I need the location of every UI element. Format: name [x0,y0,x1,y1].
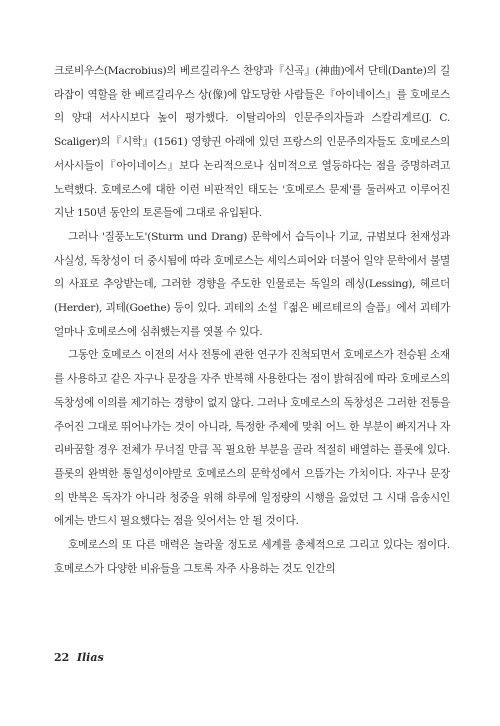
body-text [54,60,450,581]
paragraph-homer-charm: 호메로스의 또 다른 매력은 놀라울 정도로 세계를 총체적으로 그리고 있다는 점이다. 호메로스가 다양한 비유들을 그토록 자주 사용하는 것도 인간의 [54,539,450,575]
page-footer [54,651,104,664]
running-head: Ilias [76,651,104,664]
page-number: 22 [54,651,70,664]
paragraph-epic-tradition: 그동안 호메로스 이전의 서사 전통에 관한 연구가 진척되면서 호메로스가 전승된 소재를 사용하고 같은 자구나 문장을 자주 반복해 사용한다는 점이 밝혀짐에 따라 호메로스의 독창성에 이의를 제기하는 경향이 없지 않다. 그러나 호메로스의 독창성은 그러한 전통을 주어진 그대로 뛰어나가는 것이 아니라, 특정한 주제에 맞춰 어느 한 부분이 빠지거나 자리바꿈할 경우 전체가 무너질 만큼 꼭 필요한 부분을 골라 적절히 배열하는 플롯에 있다. 플롯의 완벽한 통일성이야말로 호메로스의 문학성에서 으뜸가는 가치이다. 자구나 문장의 반복은 독자가 아니라 청중을 위해 하루에 일정량의 시행을 읊었던 그 시대 음송시인에게는 반드시 필요했다는 점을 잊어서는 안 될 것이다. [54,349,450,528]
paragraph-sturm-und-drang: 그러나 '질풍노도'(Sturm und Drang) 문학에서 습득이나 기교, 규범보다 천재성과 사실성, 독창성이 더 중시됨에 따라 호메로스는 셰익스피어와 더불어 일약 문학에서 불멸의 사표로 추앙받는데, 그러한 경향을 주도한 인물로는 독일의 레싱(Lessing), 헤르더(Herder), 괴테(Goethe) 등이 있다. 괴테의 소설『젊은 베르테르의 슬픔』에서 괴테가 얼마나 호메로스에 심취했는지를 엿볼 수 있다. [54,230,450,338]
paragraph-continued: 크로비우스(Macrobius)의 베르길리우스 찬양과『신곡』(神曲)에서 단테(Dante)의 길라잡이 역할을 한 베르길리우스 상(像)에 압도당한 사람들은『아이네이스』를 호메로스의 양대 서사시보다 높이 평가했다. 이탈리아의 인문주의자들과 스칼리게르(J. C. Scaliger)의『시학』(1561) 영향권 아래에 있던 프랑스의 인문주의자들도 호메로스의 서사시들이『아이네이스』보다 논리적으로나 심미적으로 열등하다는 점을 증명하려고 노력했다. 호메로스에 대한 이런 비판적인 태도는 '호메로스 문제'를 둘러싸고 이루어진 지난 150년 동안의 토론들에 그대로 유입된다. [54,65,450,220]
